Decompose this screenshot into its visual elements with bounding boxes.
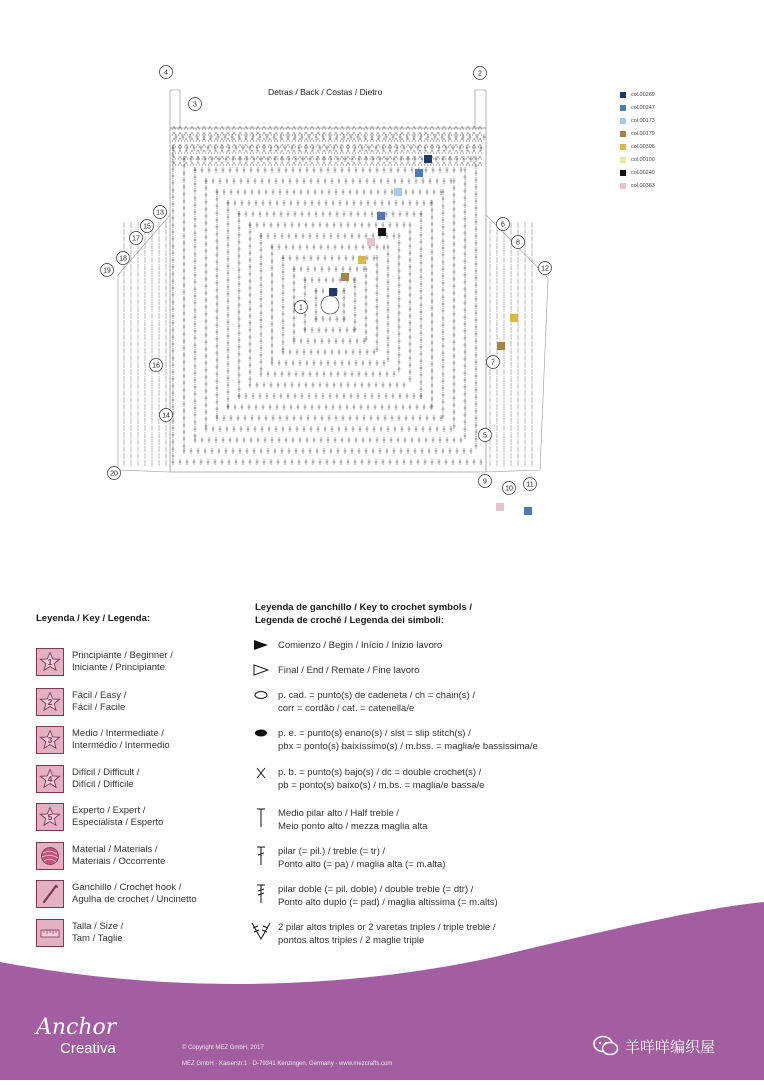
half-treble-icon [250,807,272,829]
symbol-item [250,766,550,792]
wechat-badge [593,1035,715,1057]
legend-item-line2: Materiais / Occorrente [72,856,166,867]
color-key-item [620,179,700,192]
svg-text:20: 20 [110,470,118,478]
slip-stitch-icon [250,727,272,749]
symbol-item-line1: pilar (= pil.) / treble (= tr) / [278,846,386,857]
symbol-item-line1: p. cad. = punto(s) de cadeneta / ch = chain(s) / [278,690,475,701]
svg-text:13: 13 [156,209,164,217]
symbol-item [250,727,550,753]
color-code: col.00269 [631,91,655,98]
symbol-item-line2: Meio ponto alto / mezza maglia alta [278,820,428,832]
symbol-item-line1: Medio pilar alto / Half treble / [278,808,399,819]
color-change-mark [378,228,386,236]
svg-text:4: 4 [164,69,168,77]
color-key [620,88,700,192]
color-key-item [620,101,700,114]
svg-text:6: 6 [501,221,505,229]
step-marker-9 [479,475,492,488]
symbol-item-line1: Final / End / Remate / Fine lavoro [278,665,420,676]
legend-item-label [72,844,165,869]
legend-item-line1: Fácil / Easy / [72,689,127,701]
star-3-icon [36,726,64,754]
legend-item [36,645,246,679]
legend-item-line1: Difícil / Difficult / [72,766,140,778]
svg-text:11: 11 [526,481,534,489]
chart-canvas [0,0,764,540]
copyright [182,1040,392,1072]
color-change-mark [358,256,366,264]
yarn-ball-icon [36,842,64,870]
color-swatch [620,170,626,176]
legend-item-line2: Iniciante / Principiante [72,662,165,673]
copyright-line2: MEZ GmbH · Kaiserstr.1 · D-79341 Kenzingen, Germany · www.mezcrafts.com [182,1061,393,1067]
legend-item-line1: Material / Materials / [72,843,158,855]
symbol-item-line1: 2 pilar altos triples or 2 varetas triples / triple treble / [278,922,496,933]
color-swatch [620,92,626,98]
brand-anchor: Anchor [36,1015,117,1040]
treble-icon [250,845,272,867]
color-change-mark [341,273,349,281]
color-code: col.00173 [631,117,655,124]
legend-item [36,762,246,796]
svg-text:8: 8 [516,239,520,247]
legend-item-line2: Especialista / Esperto [72,817,164,828]
symbol-item-label [278,727,538,753]
svg-text:1: 1 [299,304,303,312]
legend-item-line1: Medio / Intermediate / [72,727,164,739]
svg-text:12: 12 [541,265,549,273]
symbols-title-line1: Leyenda de ganchillo / Key to crochet symbols / [255,602,472,613]
step-marker-15 [141,220,154,233]
chart-body [118,90,548,515]
chart-title: Detras / Back / Costas / Dietro [268,87,383,97]
step-marker-16 [150,359,163,372]
step-marker-20 [108,467,121,480]
color-key-item [620,140,700,153]
symbol-item-line2: pb = ponto(s) baixo(s) / m.bs. = maglia/e bassa/e [278,779,485,791]
svg-text:3: 3 [47,735,53,746]
symbol-item-label [278,664,420,678]
svg-text:2: 2 [478,70,482,78]
color-code: col.00240 [631,169,655,176]
star-4-icon [36,765,64,793]
star-1-icon [36,648,64,676]
symbol-item-line1: pilar doble (= pil. doble) / double treble (= dtr) / [278,884,474,895]
color-key-item [620,127,700,140]
symbol-item-line2: Ponto alto (= pa) / maglia alta (= m.alta) [278,858,446,870]
color-code: col.00363 [631,182,655,189]
step-marker-17 [130,232,143,245]
legend-item [36,800,246,834]
svg-text:5: 5 [483,432,487,440]
brand-logo [36,1015,116,1057]
color-key-item [620,153,700,166]
step-marker-13 [154,206,167,219]
step-marker-19 [101,264,114,277]
symbols-title [255,601,472,627]
step-marker-11 [524,478,537,491]
symbols-title-line2: Legenda de croché / Legenda dei simboli: [255,615,444,626]
symbol-item [250,664,550,686]
color-swatch [620,183,626,189]
copyright-line1: © Copyright MEZ GmbH, 2017 [182,1045,264,1051]
wechat-icon [593,1035,619,1057]
svg-text:18: 18 [119,255,127,263]
crochet-chart [0,0,764,540]
color-change-mark [510,314,518,322]
step-marker-2 [474,67,487,80]
legend-item-label [72,728,170,753]
symbol-item-line1: p. b. = punto(s) bajo(s) / dc = double crochet(s) / [278,767,482,778]
legend-item-line1: Talla / Size / [72,920,124,932]
color-change-mark [424,155,432,163]
color-change-mark [497,342,505,350]
legend-item-label [72,767,139,792]
color-change-mark [524,507,532,515]
legend-item-line1: Ganchillo / Crochet hook / [72,881,182,893]
color-swatch [620,131,626,137]
brand-creativa: Creativa [60,1040,116,1057]
legend-item [36,685,246,719]
step-marker-7 [487,356,500,369]
svg-text:3: 3 [193,101,197,109]
symbol-item-line2: Ponto alto duplo (= pad) / maglia altissima (= m.alts) [278,896,498,908]
wechat-account: 羊咩咩编织屋 [625,1038,716,1056]
legend-item-line2: Tam / Taglie [72,933,123,944]
legend-title: Leyenda / Key / Legenda: [36,613,151,624]
step-marker-18 [117,252,130,265]
legend-item [36,723,246,757]
end-triangle-icon [250,664,272,686]
svg-text:5: 5 [47,812,53,823]
color-change-mark [367,238,375,246]
legend-item [36,839,246,873]
star-2-icon [36,688,64,716]
step-marker-14 [160,409,173,422]
color-swatch [620,144,626,150]
legend-item-line2: Fácil / Facile [72,702,126,713]
symbol-item-line2: pbx = ponto(s) baixíssimo(s) / m.bss. = maglia/e bassissima/e [278,740,538,752]
svg-text:1: 1 [47,657,53,668]
legend-item-line2: Difícil / Difficile [72,779,134,790]
color-swatch [620,105,626,111]
legend-item-label [72,690,126,715]
svg-text:2: 2 [47,697,53,708]
svg-text:14: 14 [162,412,170,420]
color-swatch [620,118,626,124]
symbol-item [250,639,550,661]
svg-text:10: 10 [505,485,513,493]
svg-text:19: 19 [103,267,111,275]
color-change-mark [415,169,423,177]
step-marker-5 [479,429,492,442]
color-change-mark [496,503,504,511]
svg-text:17: 17 [132,235,140,243]
chain-oval-icon [250,689,272,711]
color-key-item [620,88,700,101]
symbol-item-line2: corr = cordão / cat. = catenella/e [278,702,415,714]
color-change-mark [329,288,337,296]
symbol-item-label [278,639,442,653]
step-marker-10 [503,482,516,495]
symbol-item-label [278,845,445,871]
legend-item-line2: Agulha de crochet / Uncinetto [72,894,197,905]
step-marker-3 [189,98,202,111]
symbol-item [250,845,550,871]
step-marker-1 [295,301,308,314]
legend-item-label [72,650,173,675]
symbol-item [250,689,550,715]
svg-text:4: 4 [47,774,53,785]
step-marker-6 [497,218,510,231]
symbol-item-label [278,766,484,792]
color-code: col.00179 [631,130,655,137]
legend-item-line1: Experto / Expert / [72,804,146,816]
color-change-mark [377,212,385,220]
svg-text:7: 7 [491,359,495,367]
symbol-item-line1: Comienzo / Begin / Início / Inizio lavoro [278,640,443,651]
svg-text:16: 16 [152,362,160,370]
symbol-item [250,807,550,833]
color-code: col.00247 [631,104,655,111]
svg-text:15: 15 [143,223,151,231]
star-5-icon [36,803,64,831]
step-marker-8 [512,236,525,249]
symbol-item-label [278,689,475,715]
legend-item-label [72,805,163,830]
step-marker-4 [160,66,173,79]
color-key-item [620,114,700,127]
legend-item-line2: Intermédio / Intermedio [72,740,170,751]
step-marker-12 [539,262,552,275]
symbol-item-label [278,807,427,833]
svg-text:9: 9 [483,478,487,486]
color-change-mark [394,188,402,196]
legend-item-line1: Principiante / Beginner / [72,649,173,661]
color-code: col.00100 [631,156,655,163]
color-key-item [620,166,700,179]
begin-triangle-icon [250,639,272,661]
double-crochet-x-icon [250,766,272,788]
color-swatch [620,157,626,163]
symbol-item-line2: pontos altos triples / 2 maglie triple [278,934,425,946]
color-code: col.00306 [631,143,655,150]
symbol-item-line1: p. e. = punto(s) enano(s) / slst = slip stitch(s) / [278,728,471,739]
